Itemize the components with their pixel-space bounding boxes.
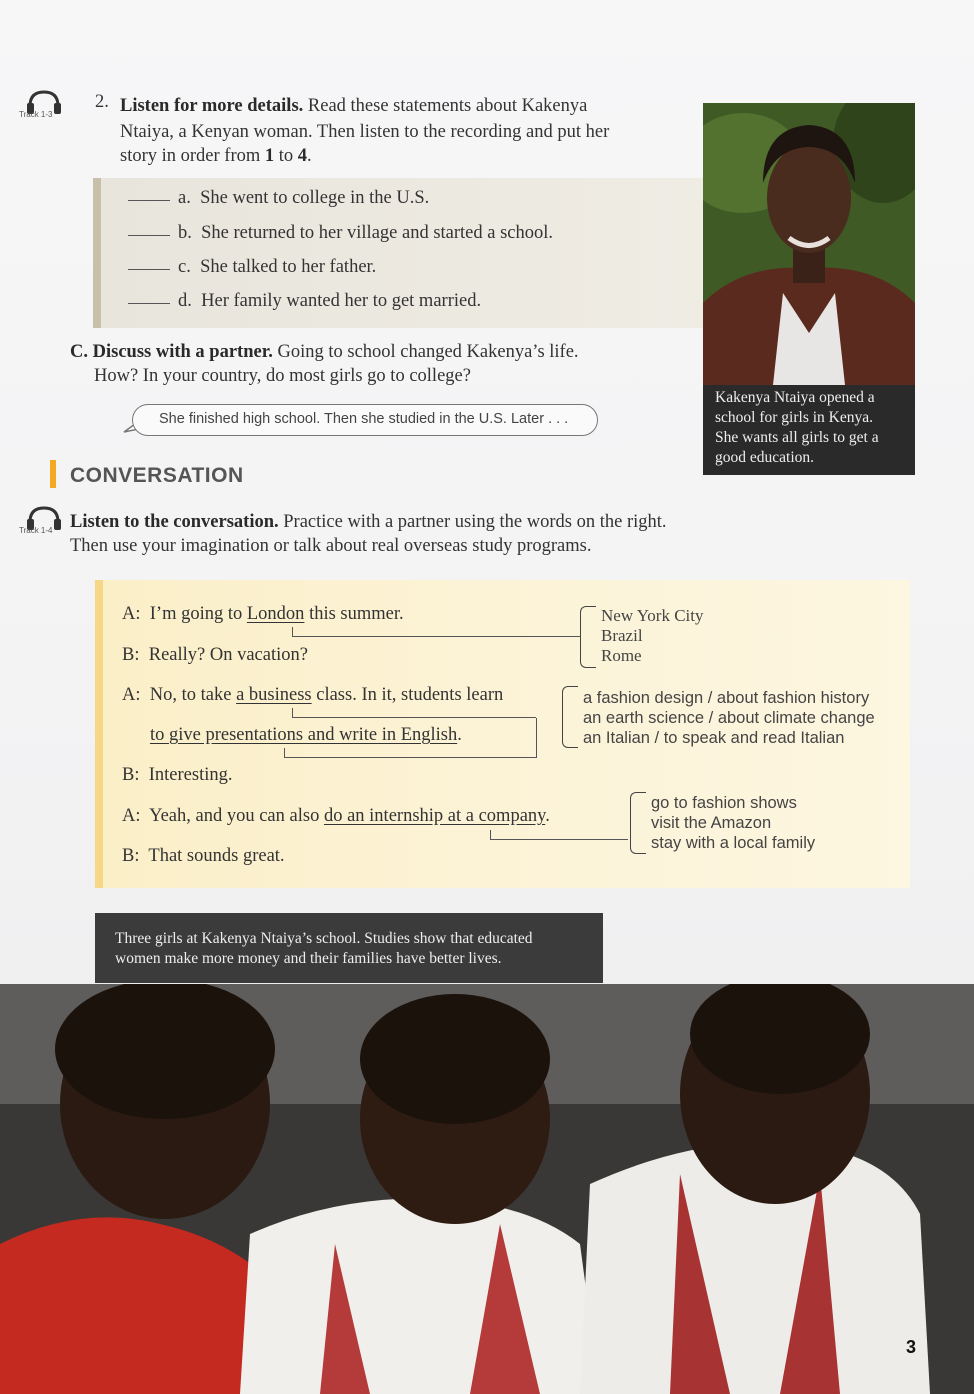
conversation-line-2: Then use your imagination or talk about real overseas study programs.	[70, 536, 592, 556]
caption-line: good education.	[715, 449, 815, 466]
instruction-line-3: story in order from	[120, 146, 265, 166]
speaker-label: B:	[122, 645, 140, 665]
city-option: Rome	[601, 646, 642, 665]
section-heading: CONVERSATION	[70, 464, 244, 487]
dialogue-text: I’m going to	[149, 604, 247, 624]
caption-line: school for girls in Kenya.	[715, 409, 873, 426]
item-number: 2.	[95, 92, 109, 112]
activity-option: stay with a local family	[651, 834, 816, 852]
kakenya-photo-caption	[703, 385, 915, 475]
substitution-activity: do an internship at a company	[323, 806, 546, 826]
statements-box	[93, 178, 703, 328]
dialogue-text: .	[545, 806, 550, 826]
item-2-instructions	[120, 94, 700, 168]
options-bracket	[580, 606, 596, 668]
class-options	[583, 688, 875, 748]
answer-blank[interactable]	[128, 200, 170, 201]
city-option: Brazil	[601, 626, 643, 645]
dialogue-line-3	[122, 685, 503, 706]
substitution-learn: to give presentations and write in English	[150, 725, 458, 745]
connector-line	[292, 627, 580, 637]
conversation-instructions	[70, 510, 890, 558]
section-c-lead: Discuss with a partner.	[92, 342, 273, 362]
class-option: an earth science / about climate change	[583, 709, 875, 727]
track-label: Track 1-3	[19, 110, 53, 119]
classroom-photo	[0, 984, 974, 1394]
dialogue-text: this summer.	[304, 604, 404, 624]
activity-option: visit the Amazon	[651, 814, 772, 832]
instruction-line-2: Ntaiya, a Kenyan woman. Then listen to the recording and put her	[120, 122, 610, 142]
dialogue-text: Really? On vacation?	[148, 645, 308, 665]
statement-text: She returned to her village and started a school.	[201, 223, 554, 243]
activity-option: go to fashion shows	[651, 794, 797, 812]
conversation-text: Practice with a partner using the words on the right.	[278, 512, 667, 532]
statement-d	[128, 291, 481, 312]
dialogue-line-4	[150, 725, 462, 746]
order-from: 1	[264, 146, 275, 166]
dialogue-text: class. In it, students learn	[311, 685, 504, 705]
dialogue-line-5	[122, 765, 232, 786]
city-options	[601, 606, 704, 666]
dialogue-text: Interesting.	[148, 765, 233, 785]
statement-letter: b.	[178, 223, 192, 243]
statement-letter: c.	[178, 257, 191, 277]
options-bracket	[562, 686, 578, 748]
conversation-lead: Listen to the conversation.	[70, 512, 279, 532]
statement-letter: d.	[178, 291, 192, 311]
speaker-label: B:	[122, 765, 140, 785]
page-number: 3	[906, 1337, 917, 1357]
dialogue-text: .	[457, 725, 462, 745]
dialogue-text: Yeah, and you can also	[149, 806, 324, 826]
connector-line	[292, 708, 536, 718]
activity-options	[651, 793, 815, 853]
connector-line	[490, 830, 628, 840]
section-c-label: C.	[70, 342, 88, 362]
statement-b	[128, 223, 553, 244]
speech-bubble: She finished high school. Then she studied in the U.S. Later . . .	[132, 404, 598, 436]
answer-blank[interactable]	[128, 269, 170, 270]
dialogue-line-6	[122, 806, 550, 827]
dialogue-line-1	[122, 604, 404, 625]
section-c-line-2: How? In your country, do most girls go to college?	[94, 366, 471, 386]
section-accent-bar	[50, 460, 56, 488]
kakenya-photo	[703, 103, 915, 385]
statement-letter: a.	[178, 188, 191, 208]
order-to: 4	[297, 146, 308, 166]
classroom-illustration	[0, 984, 974, 1394]
caption-line: She wants all girls to get a	[715, 429, 879, 446]
connector-line	[284, 748, 536, 758]
caption-line: Three girls at Kakenya Ntaiya’s school. Studies show that educated	[115, 930, 533, 947]
speaker-label: A:	[122, 685, 141, 705]
dialogue-text: No, to take	[149, 685, 237, 705]
speaker-label: B:	[122, 846, 140, 866]
statement-text: Her family wanted her to get married.	[201, 291, 482, 311]
connector-line	[536, 718, 537, 758]
substitution-city: London	[246, 604, 305, 624]
statement-text: She talked to her father.	[200, 257, 377, 277]
dialogue-line-7	[122, 846, 285, 867]
track-label: Track 1-4	[19, 526, 53, 535]
class-option: an Italian / to speak and read Italian	[583, 729, 845, 747]
classroom-photo-caption	[95, 913, 603, 983]
statement-c	[128, 257, 376, 278]
options-bracket	[630, 792, 646, 854]
order-to-word: to	[274, 146, 298, 166]
section-c-instructions	[70, 340, 690, 388]
speaker-label: A:	[122, 806, 141, 826]
dialogue-text: That sounds great.	[148, 846, 285, 866]
substitution-subject: a business	[236, 685, 312, 705]
city-option: New York City	[601, 606, 704, 625]
instruction-text: Read these statements about Kakenya	[303, 96, 588, 116]
instruction-lead: Listen for more details.	[120, 96, 304, 116]
caption-line: women make more money and their families have better lives.	[115, 950, 502, 967]
class-option: a fashion design / about fashion history	[583, 689, 870, 707]
answer-blank[interactable]	[128, 235, 170, 236]
portrait-illustration	[703, 103, 915, 385]
speaker-label: A:	[122, 604, 141, 624]
section-c-text: Going to school changed Kakenya’s life.	[272, 342, 579, 362]
dialogue-line-2	[122, 645, 308, 666]
instruction-period: .	[307, 146, 312, 166]
answer-blank[interactable]	[128, 303, 170, 304]
statement-a	[128, 188, 429, 209]
statement-text: She went to college in the U.S.	[200, 188, 430, 208]
caption-line: Kakenya Ntaiya opened a	[715, 389, 875, 406]
